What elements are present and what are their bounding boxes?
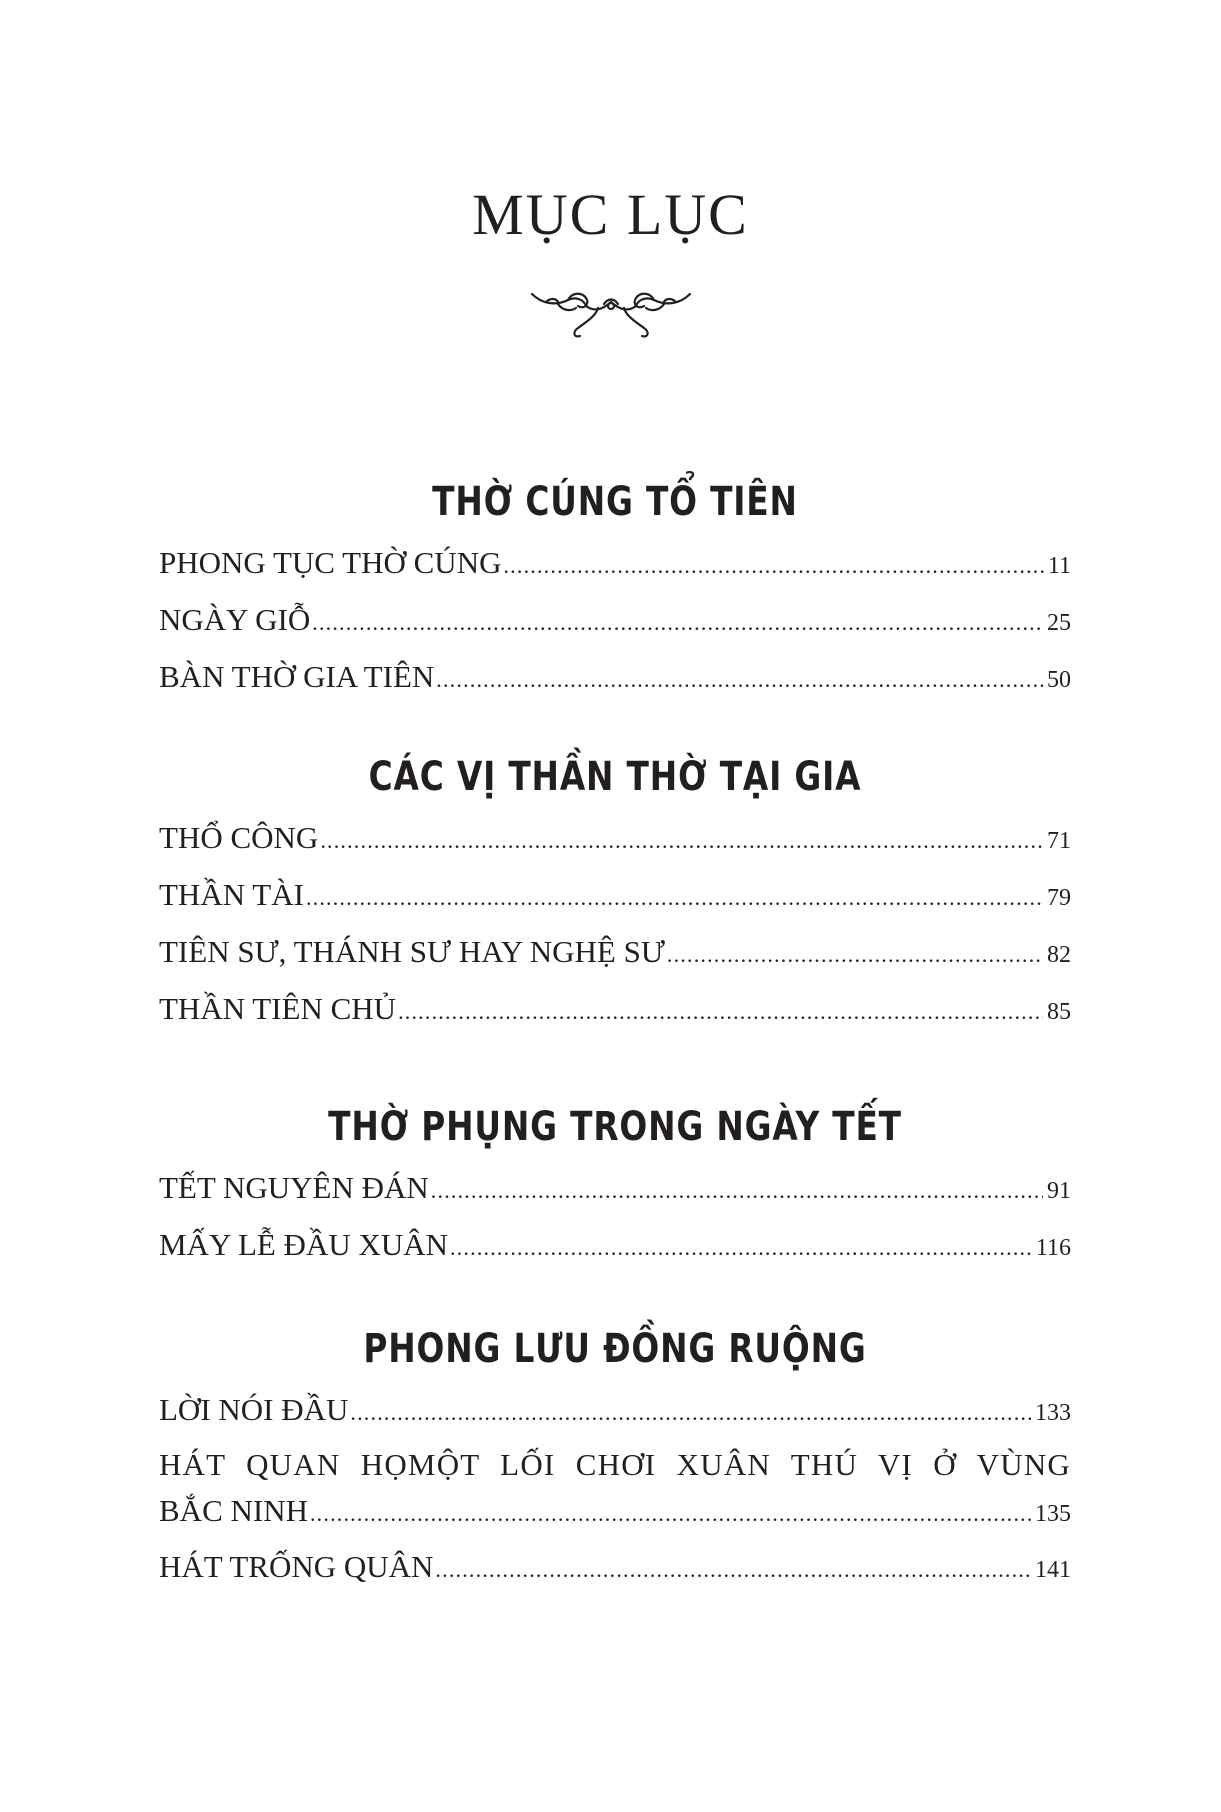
entry-title: BÀN THỜ GIA TIÊN [159, 659, 435, 694]
dot-leader [503, 537, 1043, 594]
toc-entry[interactable] [159, 1159, 1071, 1216]
toc-entry[interactable] [159, 809, 1071, 866]
dot-leader [398, 983, 1043, 1040]
section-heading: CÁC VỊ THẦN THỜ TẠI GIA [368, 754, 862, 800]
page-number: 91 [1047, 1178, 1071, 1204]
section-heading: PHONG LƯU ĐỒNG RUỘNG [363, 1326, 867, 1372]
page-number: 135 [1035, 1501, 1071, 1527]
toc-entry[interactable] [159, 1381, 1071, 1438]
entry-title: TẾT NGUYÊN ĐÁN [159, 1170, 429, 1205]
toc-section [159, 470, 1071, 705]
entry-title-line1: HÁT QUAN HỌMỘT LỐI CHƠI XUÂN THÚ VỊ Ở VÙNG [159, 1447, 1071, 1482]
dot-leader [436, 651, 1043, 708]
page-number: 116 [1035, 1235, 1071, 1261]
toc-section [159, 1095, 1071, 1273]
entry-title: PHONG TỤC THỜ CÚNG [159, 545, 502, 580]
entry-title: TIÊN SƯ, THÁNH SƯ HAY NGHỆ SƯ [159, 934, 665, 969]
toc-entry[interactable] [159, 980, 1071, 1037]
entry-title: HÁT TRỐNG QUÂN [159, 1549, 434, 1584]
toc-entry[interactable] [159, 866, 1071, 923]
page-number: 71 [1047, 828, 1071, 854]
entry-title: THẦN TIÊN CHỦ [159, 991, 397, 1026]
page-number: 82 [1047, 942, 1071, 968]
entry-title: MẤY LỄ ĐẦU XUÂN [159, 1227, 449, 1262]
dot-leader [310, 1491, 1031, 1537]
section-heading: THỜ CÚNG TỔ TIÊN [432, 479, 798, 525]
toc-section [159, 745, 1071, 1037]
toc-entry[interactable] [159, 1216, 1071, 1273]
dot-leader [320, 812, 1043, 869]
page-number: 85 [1047, 999, 1071, 1025]
entry-title-line2: BẮC NINH [159, 1493, 308, 1528]
toc-entry[interactable] [159, 534, 1071, 591]
toc-entry[interactable] [159, 648, 1071, 705]
dot-leader [306, 869, 1043, 926]
entry-title: THỔ CÔNG [159, 820, 319, 855]
toc-entry[interactable] [159, 591, 1071, 648]
table-of-contents [159, 470, 1071, 1635]
decorative-flourish-icon [528, 282, 694, 342]
page-number: 141 [1035, 1557, 1071, 1583]
entry-title-line2-row [159, 1488, 1071, 1538]
page-number: 25 [1047, 610, 1071, 636]
entry-title: THẦN TÀI [159, 877, 304, 912]
page-title: MỤC LỤC [472, 182, 749, 247]
entry-title: NGÀY GIỖ [159, 602, 311, 637]
dot-leader [450, 1219, 1032, 1276]
section-heading: THỜ PHỤNG TRONG NGÀY TẾT [328, 1104, 902, 1150]
dot-leader [312, 594, 1043, 651]
page-number: 50 [1047, 667, 1071, 693]
dot-leader [431, 1162, 1043, 1219]
page-number: 133 [1035, 1400, 1071, 1426]
toc-entry[interactable] [159, 1438, 1071, 1538]
page-number: 11 [1047, 553, 1071, 579]
toc-entry[interactable] [159, 923, 1071, 980]
entry-title: LỜI NÓI ĐẦU [159, 1392, 349, 1427]
toc-section [159, 1317, 1071, 1595]
toc-entry[interactable] [159, 1538, 1071, 1595]
page-number: 79 [1047, 885, 1071, 911]
dot-leader [435, 1541, 1031, 1598]
dot-leader [350, 1384, 1031, 1441]
dot-leader [667, 926, 1043, 983]
